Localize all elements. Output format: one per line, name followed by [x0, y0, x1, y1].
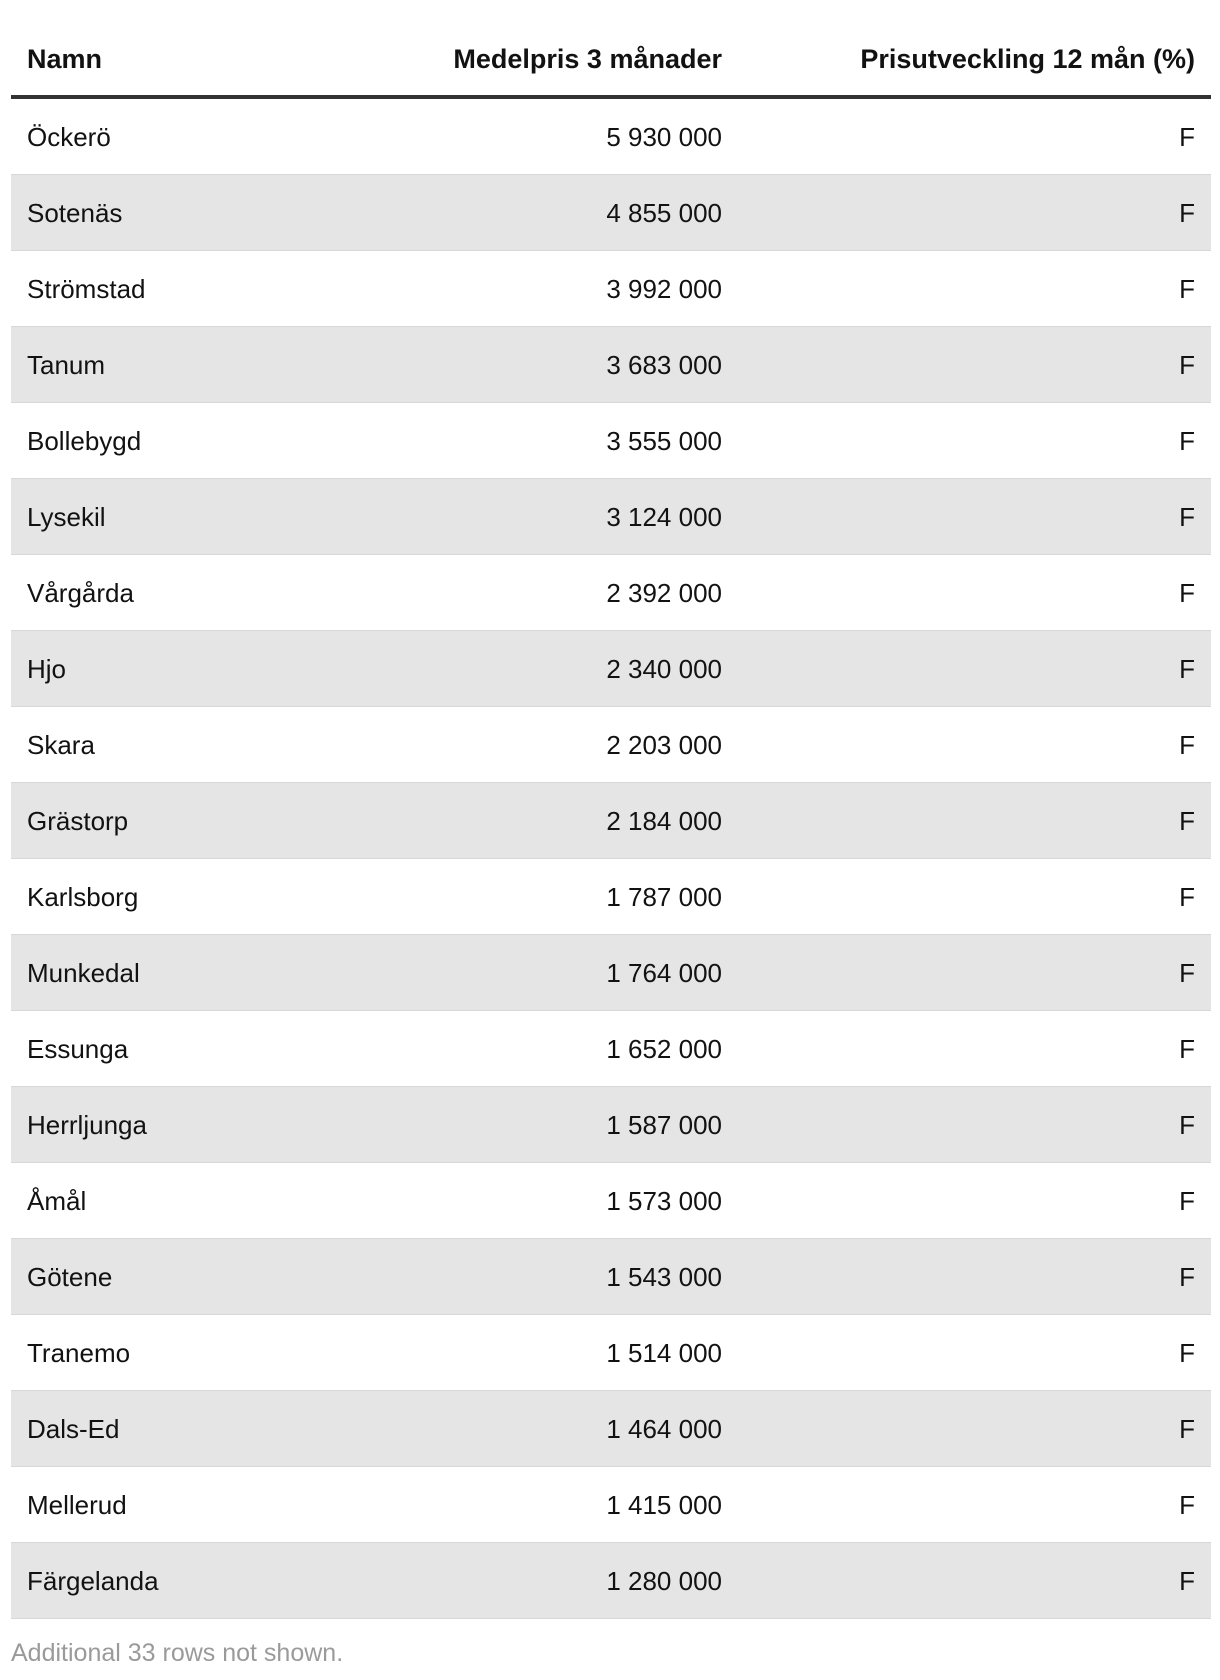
cell-price: 4 855 000 [606, 197, 722, 228]
cell-name: Dals-Ed [27, 1413, 120, 1444]
table-row [11, 555, 1211, 631]
cell-name: Essunga [27, 1033, 129, 1064]
table-row [11, 1163, 1211, 1239]
cell-price: 1 787 000 [606, 881, 722, 912]
cell-name: Skara [27, 729, 95, 760]
cell-price: 2 392 000 [606, 577, 722, 608]
column-header-price[interactable]: Medelpris 3 månader [453, 44, 722, 74]
table-row [11, 631, 1211, 707]
table-row [11, 1011, 1211, 1087]
cell-name: Färgelanda [27, 1565, 159, 1596]
cell-change: F [1179, 1033, 1195, 1064]
cell-price: 1 415 000 [606, 1489, 722, 1520]
cell-name: Strömstad [27, 273, 146, 304]
cell-price: 2 184 000 [606, 805, 722, 836]
column-header-change[interactable]: Prisutveckling 12 mån (%) [860, 44, 1195, 74]
cell-price: 2 340 000 [606, 653, 722, 684]
cell-name: Munkedal [27, 957, 140, 988]
cell-change: F [1179, 1337, 1195, 1368]
cell-price: 1 587 000 [606, 1109, 722, 1140]
cell-change: F [1179, 425, 1195, 456]
cell-price: 1 573 000 [606, 1185, 722, 1216]
cell-name: Karlsborg [27, 881, 139, 912]
cell-price: 1 464 000 [606, 1413, 722, 1444]
cell-change: F [1179, 197, 1195, 228]
cell-price: 3 683 000 [606, 349, 722, 380]
cell-change: F [1179, 1413, 1195, 1444]
cell-price: 3 992 000 [606, 273, 722, 304]
cell-name: Lysekil [27, 501, 106, 532]
table-row [11, 1467, 1211, 1543]
cell-change: F [1179, 805, 1195, 836]
cell-name: Åmål [27, 1185, 87, 1216]
table-row [11, 859, 1211, 935]
table-row [11, 783, 1211, 859]
cell-change: F [1179, 1185, 1195, 1216]
cell-change: F [1179, 577, 1195, 608]
price-table [11, 0, 1211, 1619]
cell-change: F [1179, 349, 1195, 380]
table-row [11, 403, 1211, 479]
cell-change: F [1179, 1261, 1195, 1292]
cell-change: F [1179, 121, 1195, 152]
cell-name: Mellerud [27, 1489, 127, 1520]
table-row [11, 99, 1211, 175]
cell-change: F [1179, 1109, 1195, 1140]
table-row [11, 935, 1211, 1011]
table-row [11, 327, 1211, 403]
cell-change: F [1179, 501, 1195, 532]
cell-change: F [1179, 881, 1195, 912]
cell-price: 5 930 000 [606, 121, 722, 152]
table-row [11, 251, 1211, 327]
table-row [11, 1543, 1211, 1619]
cell-name: Bollebygd [27, 425, 142, 456]
cell-price: 1 514 000 [606, 1337, 722, 1368]
table-row [11, 1087, 1211, 1163]
table-row [11, 1391, 1211, 1467]
table-header [11, 0, 1211, 99]
cell-price: 1 764 000 [606, 957, 722, 988]
cell-price: 2 203 000 [606, 729, 722, 760]
cell-price: 1 280 000 [606, 1565, 722, 1596]
cell-change: F [1179, 273, 1195, 304]
cell-change: F [1179, 653, 1195, 684]
table-row [11, 1315, 1211, 1391]
cell-name: Öckerö [27, 121, 111, 152]
cell-name: Herrljunga [27, 1109, 147, 1140]
cell-name: Tanum [27, 349, 106, 380]
cell-change: F [1179, 1489, 1195, 1520]
cell-name: Tranemo [27, 1337, 131, 1368]
cell-name: Hjo [27, 653, 67, 684]
cell-name: Vårgårda [27, 577, 134, 608]
cell-price: 1 652 000 [606, 1033, 722, 1064]
rows-not-shown-note: Additional 33 rows not shown. [11, 1639, 344, 1667]
cell-price: 3 124 000 [606, 501, 722, 532]
table-row [11, 479, 1211, 555]
column-header-name[interactable]: Namn [27, 44, 103, 74]
table-row [11, 707, 1211, 783]
table-row [11, 175, 1211, 251]
cell-price: 3 555 000 [606, 425, 722, 456]
table-body [11, 99, 1211, 1619]
table-row [11, 1239, 1211, 1315]
cell-name: Grästorp [27, 805, 129, 836]
cell-price: 1 543 000 [606, 1261, 722, 1292]
cell-change: F [1179, 1565, 1195, 1596]
cell-change: F [1179, 957, 1195, 988]
cell-name: Götene [27, 1261, 113, 1292]
cell-change: F [1179, 729, 1195, 760]
cell-name: Sotenäs [27, 197, 123, 228]
